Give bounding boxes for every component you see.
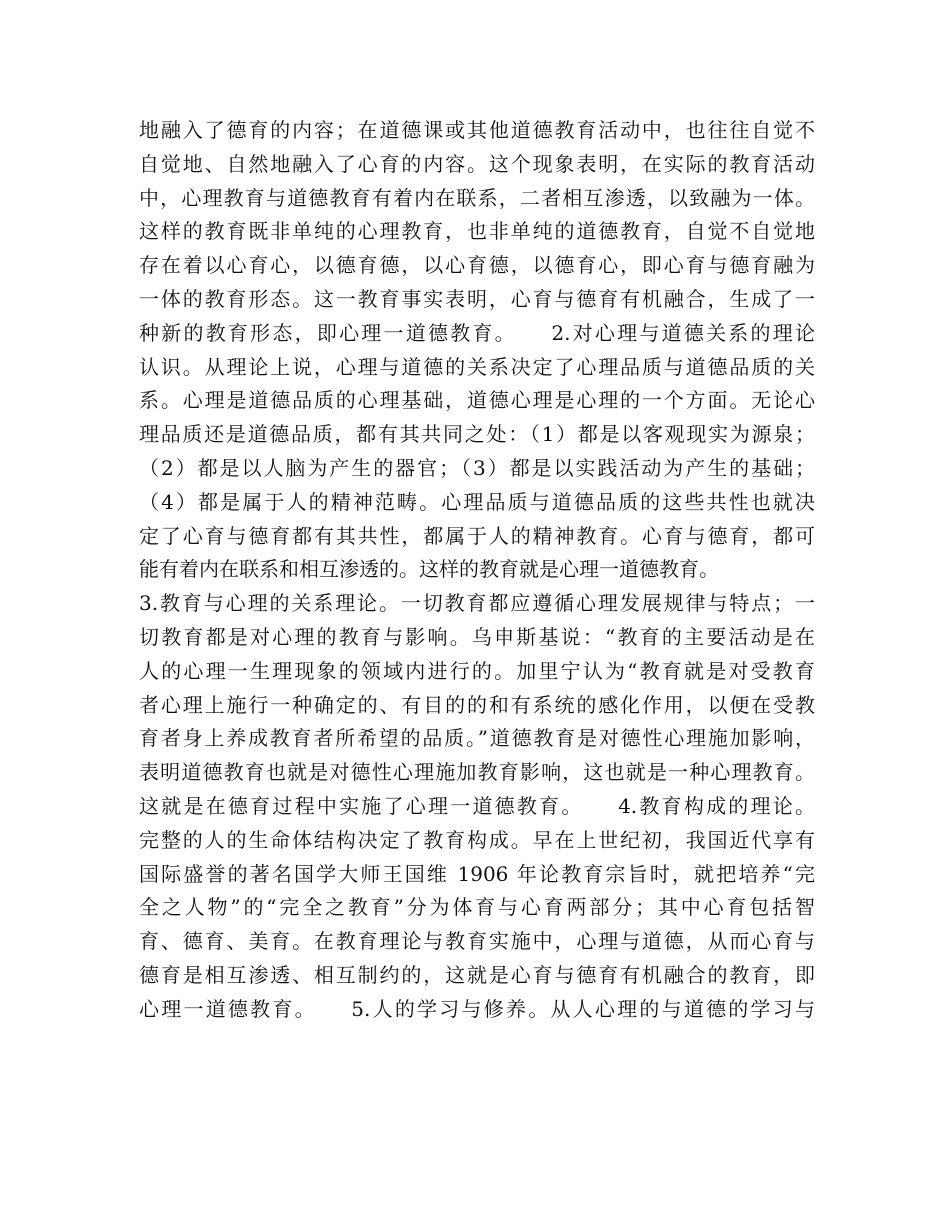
text-line: 全之人物”的“完全之教育”分为体育与心育两部分；其中心育包括智 (139, 895, 815, 920)
text-line: 地融入了德育的内容；在道德课或其他道德教育活动中，也往往自觉不 (139, 118, 815, 142)
text-line: 认识。从理论上说，心理与道德的关系决定了心理品质与道德品质的关 (139, 354, 815, 379)
text-line: 育者身上养成教育者所希望的品质。”道德教育是对德性心理施加影响， (139, 726, 815, 751)
text-line: 德育是相互渗透、相互制约的，这就是心育与德育有机融合的教育，即 (139, 962, 815, 987)
text-line: （2）都是以人脑为产生的器官；（3）都是以实践活动为产生的基础； (139, 455, 815, 480)
text-line: 表明道德教育也就是对德性心理施加教育影响，这也就是一种心理教育。 (139, 760, 815, 785)
text-line: 国际盛誉的著名国学大师王国维 1906 年论教育宗旨时，就把培养“完 (139, 861, 815, 886)
text-line: 这样的教育既非单纯的心理教育，也非单纯的道德教育，自觉不自觉地 (139, 219, 815, 244)
text-line: 中，心理教育与道德教育有着内在联系，二者相互渗透，以致融为一体。 (139, 185, 815, 210)
text-line: 存在着以心育心，以德育德，以心育德，以德育心，即心育与德育融为 (139, 253, 815, 278)
text-line: 系。心理是道德品质的心理基础，道德心理是心理的一个方面。无论心 (139, 388, 815, 413)
text-line: （4）都是属于人的精神范畴。心理品质与道德品质的这些共性也就决 (139, 489, 815, 514)
text-line: 自觉地、自然地融入了心育的内容。这个现象表明，在实际的教育活动 (139, 151, 815, 176)
text-line: 者心理上施行一种确定的、有目的的和有系统的感化作用，以便在受教 (139, 692, 815, 717)
text-line: 心理一道德教育。 5.人的学习与修养。从人心理的与道德的学习与 (139, 996, 815, 1021)
text-line: 这就是在德育过程中实施了心理一道德教育。 4.教育构成的理论。 (139, 793, 815, 818)
text-line: 理品质还是道德品质，都有其共同之处：（1）都是以客观现实为源泉； (139, 422, 815, 447)
text-line: 种新的教育形态，即心理一道德教育。 2.对心理与道德关系的理论 (139, 320, 815, 345)
text-line: 3.教育与心理的关系理论。一切教育都应遵循心理发展规律与特点；一 (139, 591, 815, 616)
text-line: 一体的教育形态。这一教育事实表明，心育与德育有机融合，生成了一 (139, 286, 815, 311)
text-line: 完整的人的生命体结构决定了教育构成。早在上世纪初，我国近代享有 (139, 827, 815, 852)
body-text (139, 114, 815, 1027)
text-line: 切教育都是对心理的教育与影响。乌申斯基说：“教育的主要活动是在 (139, 624, 815, 649)
text-line: 人的心理一生理现象的领域内进行的。加里宁认为“教育就是对受教育 (139, 658, 815, 683)
text-line: 能有着内在联系和相互渗透的。这样的教育就是心理一道德教育。 (139, 557, 719, 582)
text-line: 育、德育、美育。在教育理论与教育实施中，心理与道德，从而心育与 (139, 929, 815, 954)
text-line: 定了心育与德育都有其共性，都属于人的精神教育。心育与德育，都可 (139, 523, 815, 548)
